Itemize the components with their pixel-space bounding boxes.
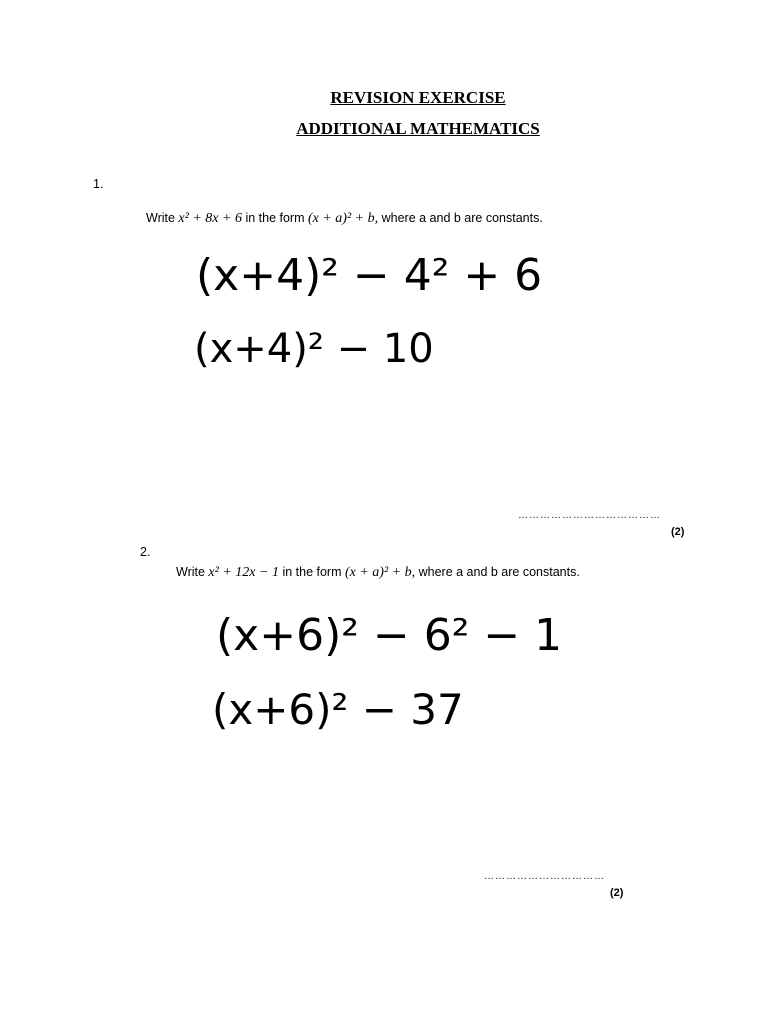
question-2-working-line-2: (x+6)² − 37 bbox=[212, 685, 464, 734]
question-2-form: (x + a)² + b, bbox=[344, 565, 416, 580]
question-1-number: 1. bbox=[93, 177, 104, 191]
question-2-expression: x² + 12x − 1 bbox=[208, 565, 279, 580]
question-1-suffix: where a and b are constants. bbox=[381, 211, 543, 225]
question-1-form: (x + a)² + b, bbox=[307, 211, 379, 226]
document-title: REVISION EXERCISE bbox=[330, 88, 506, 107]
document-subtitle: ADDITIONAL MATHEMATICS bbox=[296, 119, 540, 138]
question-2-answer-line: …………………………… bbox=[484, 871, 605, 882]
question-2-marks: (2) bbox=[610, 887, 624, 899]
question-1-marks: (2) bbox=[671, 526, 685, 538]
question-1-working-line-1: (x+4)² − 4² + 6 bbox=[196, 250, 543, 301]
question-2-prefix: Write bbox=[176, 565, 205, 579]
question-1-expression: x² + 8x + 6 bbox=[178, 211, 242, 226]
question-1-answer-line: ………………………………… bbox=[518, 510, 661, 521]
question-1-mid: in the form bbox=[245, 211, 305, 225]
question-2-suffix: where a and b are constants. bbox=[418, 565, 580, 579]
question-1-working-line-2: (x+4)² − 10 bbox=[194, 326, 434, 372]
question-1-prefix: Write bbox=[146, 211, 175, 225]
question-2-mid: in the form bbox=[282, 565, 342, 579]
question-2-working-line-1: (x+6)² − 6² − 1 bbox=[216, 610, 563, 661]
question-2-number: 2. bbox=[140, 545, 151, 559]
